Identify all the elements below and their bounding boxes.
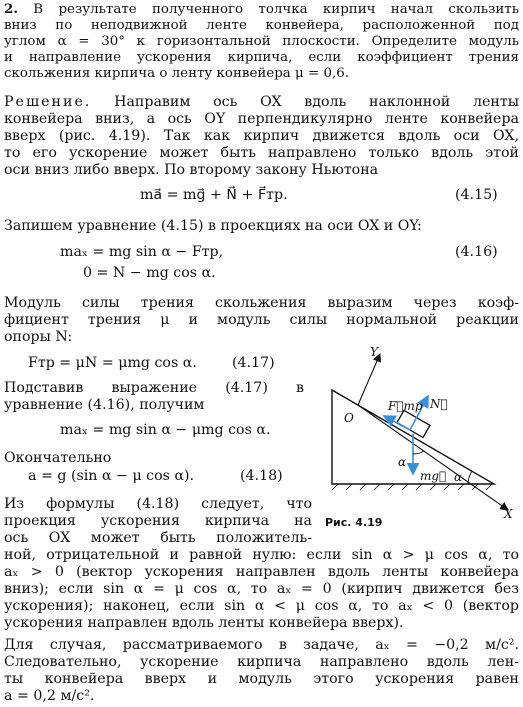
follow-line-3: ось OX может быть положитель- (4, 530, 312, 546)
y-axis (358, 354, 380, 405)
equation-4-15: ma⃗ = mg⃗ + N⃗ + F⃗тр. (140, 187, 288, 203)
follow-line-4: ной, отрицательной и равной нулю: если sin α > μ cos α, то (4, 547, 519, 563)
figure-4-19 (318, 342, 518, 520)
conclusion-line-4: a = 0,2 м/с². (4, 688, 95, 704)
ground-hatch (332, 484, 492, 490)
alpha-vertical-label: α (398, 455, 407, 469)
subst-line-1: Подставив выражение (4.17) в (4, 380, 304, 396)
friction-line-3: опоры N: (4, 329, 73, 345)
figure-caption: Рис. 4.19 (325, 516, 383, 529)
alpha-base-label: α (454, 470, 463, 484)
problem-line-2: вниз по неподвижной ленте конвейера, расположенной под (4, 18, 519, 33)
gravity-label: mg⃗ (420, 469, 447, 483)
equation-4-17-number: (4.17) (232, 355, 275, 371)
friction-line-1: Модуль силы трения скольжения выразим через коэф- (4, 295, 519, 311)
projection-text: Запишем уравнение (4.15) в проекциях на оси OX и OY: (4, 218, 422, 234)
conclusion-line-2: Следовательно, ускорение кирпича направлено вдоль лен- (4, 654, 519, 670)
equation-4-16-number: (4.16) (455, 244, 498, 260)
problem-line-1: 2. В результате полученного толчка кирпич начал скользить (4, 1, 519, 17)
equation-4-15-number: (4.15) (455, 187, 498, 203)
normal-label: N⃗ (430, 397, 448, 411)
follow-line-1: Из формулы (4.18) следует, что (4, 496, 312, 512)
angle-arc-vertical (413, 451, 424, 454)
problem-line-5: скольжения кирпича о ленту конвейера μ = 0,6. (4, 66, 350, 81)
equation-4-16b: 0 = N − mg cos α. (83, 265, 216, 281)
equation-4-16a: maₓ = mg sin α − Fтр, (60, 244, 224, 260)
follow-line-8: ускорения направлен вдоль ленты конвейера вверх). (4, 615, 404, 631)
solution-line-1: Решение. Направим ось OX вдоль наклонной ленты (4, 94, 519, 110)
solution-line-5: оси вниз либо вверх. По второму закону Ньютона (4, 162, 379, 178)
problem-number: 2. (4, 1, 18, 17)
subst-line-2: уравнение (4.16), получим (4, 397, 205, 413)
solution-line-2: конвейера вниз, а ось OY перпендикулярно ленте конвейера (4, 111, 519, 127)
follow-line-2: проекция ускорения кирпича на (4, 513, 312, 529)
solution-line-3: вверх (рис. 4.19). Так как кирпич движется вдоль оси OX, (4, 128, 519, 144)
solution-heading: Решение. (4, 94, 92, 110)
problem-line-3: углом α = 30° к горизонтальной плоскости. Определите модуль (4, 34, 519, 49)
equation-4-18-number: (4.18) (240, 468, 283, 484)
problem-line-4: и направление ускорения кирпича, если коэффициент трения (4, 50, 519, 65)
friction-label: F⃗тр (388, 399, 423, 413)
x-axis-label: X (504, 507, 513, 520)
origin-label: O (344, 411, 354, 425)
equation-4-17: Fтр = μN = μmg cos α. (28, 355, 197, 371)
friction-line-2: фициент трения μ и модуль силы нормальной реакции (4, 312, 519, 328)
follow-line-6: вниз); если sin α = μ cos α, то aₓ = 0 (кирпич движется без (4, 581, 519, 597)
y-axis-label: Y (370, 345, 378, 359)
conclusion-line-1: Для случая, рассматриваемого в задаче, aₓ = −0,2 м/с². (4, 637, 519, 653)
finally-label: Окончательно (4, 450, 112, 466)
conclusion-line-3: ты конвейера вверх и модуль этого ускорения равен (4, 671, 519, 687)
x-axis (358, 405, 508, 510)
follow-line-7: ускорения); наконец, если sin α < μ cos α, то aₓ < 0 (вектор (4, 598, 519, 614)
equation-substituted: maₓ = mg sin α − μmg cos α. (60, 422, 271, 438)
follow-line-5: aₓ > 0 (вектор ускорения направлен вдоль ленты конвейера (4, 564, 519, 580)
equation-4-18: a = g (sin α − μ cos α). (28, 468, 195, 484)
solution-line-4: то его ускорение может быть направлено только вдоль этой (4, 145, 519, 161)
